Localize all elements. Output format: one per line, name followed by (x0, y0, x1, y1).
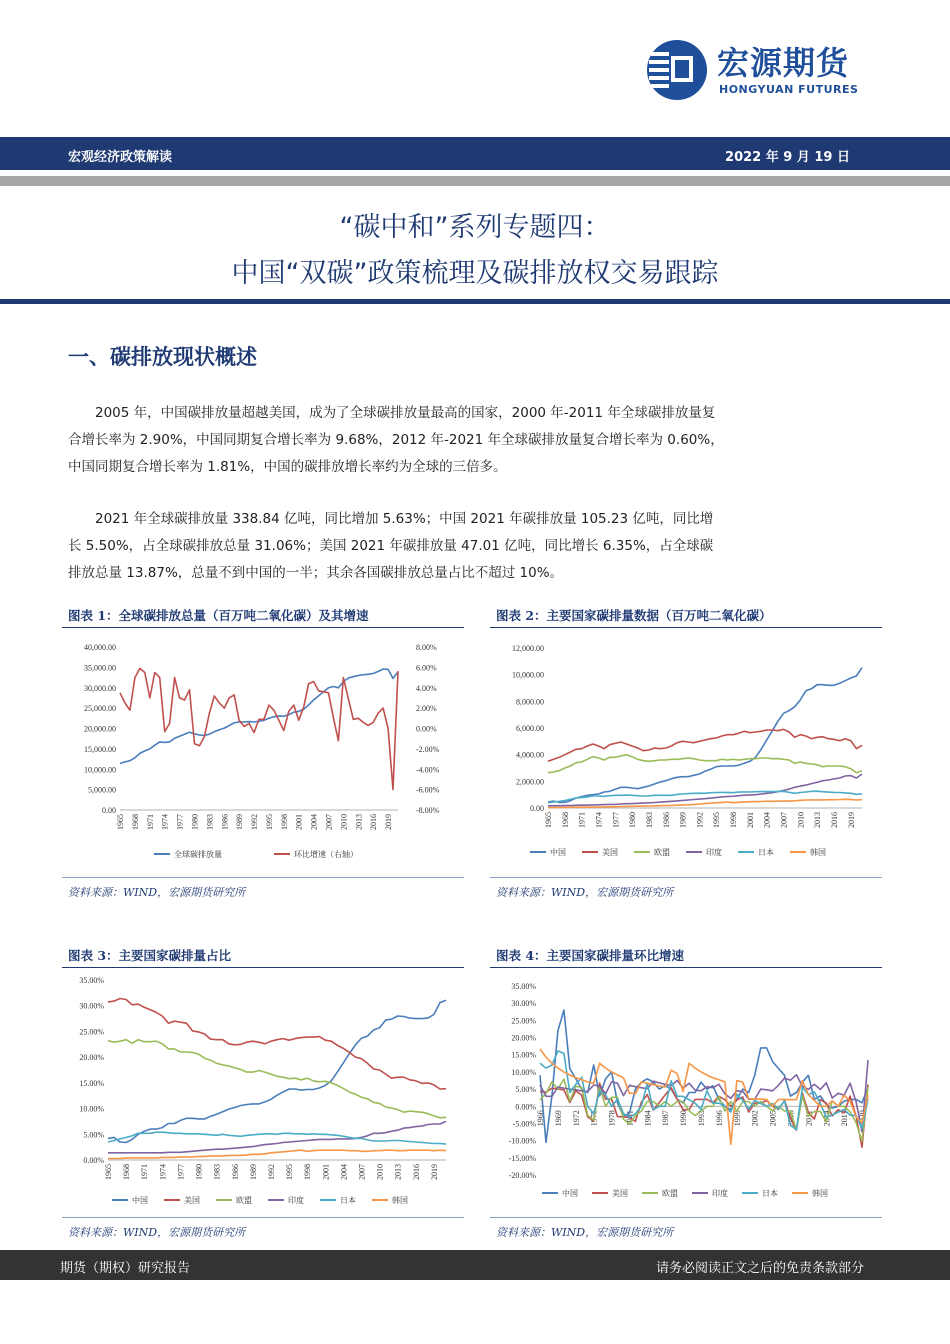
legend-label: 美国 (612, 1189, 628, 1198)
y-tick-label: 0.00 (530, 804, 544, 813)
x-tick-label: 1968 (122, 1164, 132, 1180)
x-tick-label: 1974 (158, 1164, 168, 1180)
x-tick-label: 1986 (230, 1164, 240, 1180)
section-heading: 一、碳排放现状概述 (68, 344, 257, 369)
report-header-bar (0, 137, 950, 170)
legend-label: 中国 (562, 1189, 578, 1198)
series-line-6 (108, 1150, 446, 1158)
y-right-tick-label: 2.00% (416, 704, 437, 714)
y-tick-label: -15.00% (508, 1153, 536, 1163)
y-tick-label: 5.00% (515, 1085, 536, 1095)
x-tick-label: 2016 (411, 1164, 421, 1180)
x-tick-label: 1977 (611, 812, 621, 828)
chart2-source: 资料来源：WIND，宏源期货研究所 (496, 886, 674, 899)
x-tick-label: 1983 (644, 812, 654, 828)
x-tick-label: 1986 (661, 812, 671, 828)
x-tick-label: 1996 (714, 1110, 724, 1127)
x-tick-label: 1983 (205, 814, 215, 830)
chart1-source: 资料来源：WIND，宏源期货研究所 (68, 886, 246, 899)
series-line-6 (548, 799, 862, 807)
x-tick-label: 1978 (607, 1110, 617, 1127)
x-tick-label: 2019 (384, 814, 394, 830)
x-tick-label: 1992 (250, 814, 260, 830)
chart4-source: 资料来源：WIND，宏源期货研究所 (496, 1226, 674, 1239)
x-tick-label: 2007 (324, 814, 334, 830)
legend-label: 日本 (762, 1189, 778, 1198)
y-tick-label: 35,000.00 (84, 663, 116, 673)
y-right-tick-label: -4.00% (416, 765, 440, 775)
chart1-global-emissions (62, 632, 464, 872)
series-line-4 (548, 774, 862, 806)
legend-label: 印度 (706, 848, 722, 857)
chart3-bottom-rule (62, 1217, 464, 1218)
chart3-caption: 图表 3：主要国家碳排量占比 (68, 948, 232, 963)
x-tick-label: 1995 (264, 814, 274, 830)
x-tick-label: 2008 (786, 1110, 796, 1127)
chart4-country-growth (490, 970, 882, 1215)
y-tick-label: 10,000.00 (84, 765, 116, 775)
y-tick-label: 15.00% (79, 1078, 104, 1088)
y-tick-label: 6,000.00 (516, 724, 544, 733)
brand-logo (645, 36, 885, 106)
x-tick-label: 2005 (768, 1110, 778, 1127)
legend-label: 韩国 (392, 1196, 408, 1205)
x-tick-label: 1989 (678, 812, 688, 828)
y-tick-label: 10,000.00 (512, 670, 544, 680)
x-tick-label: 1992 (695, 812, 705, 828)
x-tick-label: 1989 (248, 1164, 258, 1180)
x-tick-label: 1965 (116, 814, 125, 830)
x-tick-label: 1995 (712, 812, 722, 828)
chart3-source: 资料来源：WIND，宏源期货研究所 (68, 1226, 246, 1239)
legend-label: 中国 (132, 1196, 148, 1205)
y-tick-label: 20.00% (79, 1053, 104, 1063)
legend-label: 日本 (758, 848, 774, 857)
x-tick-label: 1989 (235, 814, 245, 830)
y-tick-label: 10.00% (79, 1104, 104, 1114)
x-tick-label: 1998 (279, 814, 289, 830)
y-tick-label: 15.00% (511, 1050, 536, 1060)
y-tick-label: 2,000.00 (516, 777, 544, 787)
paragraph-2: 2021 年全球碳排放量 338.84 亿吨，同比增加 5.63%；中国 2021 年碳排放量 105.23 亿吨，同比增长 5.50%，占全球碳排放总量 31.06%；美国 2021 年碳排放量 47.01 亿吨，同比增长 6.35%，占全球碳排放总量 13.87%，总量不到中国的一半；其余各国碳排放总量占比不超过 10%。 (68, 511, 714, 581)
y-tick-label: 30.00% (79, 1001, 104, 1011)
chart2-top-rule (490, 627, 882, 628)
chart1-bottom-rule (62, 877, 464, 878)
chart2-svg (490, 632, 882, 872)
y-right-tick-label: 4.00% (416, 683, 437, 693)
y-tick-label: 35.00% (511, 982, 536, 991)
title-divider (0, 299, 950, 304)
x-tick-label: 1974 (160, 814, 170, 830)
chart3-country-share (62, 970, 464, 1215)
x-tick-label: 1990 (679, 1110, 689, 1127)
footer-report-type: 期货（期权）研究报告 (60, 1261, 191, 1276)
paragraph-1: 2005 年，中国碳排放量超越美国，成为了全球碳排放量最高的国家，2000 年-2011 年全球碳排放量复合增长率为 2.90%，中国同期复合增长率为 9.68%，2012 年-2021 年全球碳排放量复合增长率为 0.60%，中国同期复合增长率为 1.81%，中国的碳排放增长率约为全球的三倍多。 (68, 405, 724, 475)
chart2-country-emissions (490, 632, 882, 872)
x-tick-label: 1966 (536, 1110, 545, 1127)
legend-label: 欧盟 (662, 1189, 678, 1198)
report-date: 2022 年 9 月 19 日 (725, 150, 850, 165)
report-category: 宏观经济政策解读 (68, 150, 173, 165)
x-tick-label: 2014 (822, 1110, 832, 1127)
y-tick-label: 15,000.00 (84, 744, 116, 754)
x-tick-label: 1974 (594, 812, 604, 828)
footer-disclaimer: 请务必阅读正文之后的免责条款部分 (655, 1261, 864, 1276)
x-tick-label: 1986 (220, 814, 230, 830)
chart1-top-rule (62, 627, 464, 628)
x-tick-label: 1992 (266, 1164, 276, 1180)
y-tick-label: 12,000.00 (512, 644, 544, 653)
x-tick-label: 2013 (393, 1164, 403, 1180)
chart1-caption: 图表 1：全球碳排放总量（百万吨二氧化碳）及其增速 (68, 608, 369, 623)
y-tick-label: -10.00% (508, 1136, 536, 1146)
series-line-5 (548, 791, 862, 803)
x-tick-label: 2001 (321, 1164, 331, 1180)
brand-name-en: HONGYUAN FUTURES (719, 83, 859, 96)
x-tick-label: 1998 (303, 1164, 313, 1180)
y-tick-label: 10.00% (511, 1067, 536, 1077)
y-tick-label: 4,000.00 (516, 750, 544, 760)
x-tick-label: 2020 (858, 1110, 868, 1127)
y-tick-label: 0.00% (83, 1156, 104, 1165)
legend-label: 日本 (340, 1196, 356, 1205)
x-tick-label: 1971 (140, 1164, 150, 1180)
legend-label: 韩国 (810, 848, 826, 857)
brand-name-cn: 宏源期货 (717, 44, 850, 82)
series-line-5 (108, 1132, 446, 1144)
chart3-top-rule (62, 967, 464, 968)
legend-label: 全球碳排放量 (174, 850, 222, 859)
x-tick-label: 1965 (104, 1164, 113, 1180)
y-tick-label: 40,000.00 (84, 643, 116, 652)
x-tick-label: 1999 (732, 1110, 742, 1127)
x-tick-label: 2019 (429, 1164, 439, 1180)
x-tick-label: 1987 (661, 1110, 671, 1127)
report-title-line1: “碳中和”系列专题四： (339, 212, 611, 243)
x-tick-label: 1980 (628, 812, 638, 828)
x-tick-label: 2004 (309, 814, 319, 830)
legend-label: 印度 (712, 1189, 728, 1198)
legend-label: 韩国 (812, 1189, 828, 1198)
x-tick-label: 2010 (339, 814, 349, 830)
x-tick-label: 2010 (796, 812, 806, 828)
x-tick-label: 2010 (375, 1164, 385, 1180)
x-tick-label: 2002 (750, 1110, 760, 1127)
legend-label: 印度 (288, 1196, 304, 1205)
y-tick-label: 5.00% (83, 1130, 104, 1140)
x-tick-label: 2001 (294, 814, 304, 830)
legend-label: 欧盟 (236, 1196, 252, 1205)
series-line-1 (108, 1000, 446, 1142)
x-tick-label: 2017 (840, 1110, 850, 1127)
y-tick-label: 30,000.00 (84, 683, 116, 693)
x-tick-label: 1998 (729, 812, 739, 828)
report-title-line2: 中国“双碳”政策梳理及碳排放权交易跟踪 (231, 258, 719, 289)
y-tick-label: 5,000.00 (88, 785, 116, 795)
x-tick-label: 1977 (176, 1164, 186, 1180)
x-tick-label: 1968 (130, 814, 140, 830)
y-tick-label: 20.00% (511, 1033, 536, 1043)
legend-label: 欧盟 (654, 848, 670, 857)
x-tick-label: 2011 (804, 1110, 814, 1126)
x-tick-label: 1969 (553, 1110, 563, 1127)
x-tick-label: 1981 (625, 1110, 635, 1127)
x-tick-label: 1993 (697, 1110, 707, 1127)
legend-label: 美国 (184, 1196, 200, 1205)
y-right-tick-label: 8.00% (416, 643, 437, 652)
x-tick-label: 1975 (589, 1110, 599, 1127)
series-line-4 (108, 1121, 446, 1152)
x-tick-label: 2001 (745, 812, 755, 828)
x-tick-label: 2007 (779, 812, 789, 828)
chart3-svg (62, 970, 464, 1215)
x-tick-label: 1995 (285, 1164, 295, 1180)
hongyuan-logo-icon (645, 38, 709, 102)
y-tick-label: -5.00% (512, 1119, 536, 1129)
x-tick-label: 2013 (813, 812, 823, 828)
x-tick-label: 1971 (577, 812, 587, 828)
x-tick-label: 1984 (643, 1110, 653, 1127)
chart2-caption: 图表 2：主要国家碳排量数据（百万吨二氧化碳） (496, 608, 772, 623)
y-tick-label: 25,000.00 (84, 704, 116, 714)
chart4-bottom-rule (490, 1217, 882, 1218)
x-tick-label: 2016 (829, 812, 839, 828)
x-tick-label: 2019 (846, 812, 856, 828)
chart4-svg (490, 970, 882, 1215)
x-tick-label: 2016 (369, 814, 379, 830)
x-tick-label: 2007 (357, 1164, 367, 1180)
y-right-tick-label: -2.00% (416, 744, 440, 754)
y-right-tick-label: 6.00% (416, 663, 437, 673)
x-tick-label: 1983 (212, 1164, 222, 1180)
header-divider (0, 176, 950, 186)
chart4-top-rule (490, 967, 882, 968)
x-tick-label: 1977 (175, 814, 185, 830)
legend-label: 中国 (550, 848, 566, 857)
y-tick-label: 25.00% (511, 1016, 536, 1026)
x-tick-label: 1971 (145, 814, 155, 830)
series-line-2 (120, 668, 398, 789)
chart2-bottom-rule (490, 877, 882, 878)
x-tick-label: 1972 (571, 1110, 581, 1127)
series-line-3 (108, 1040, 446, 1118)
y-tick-label: 30.00% (511, 999, 536, 1009)
page-footer (0, 1250, 950, 1280)
legend-label: 环比增速（右轴） (294, 850, 358, 859)
y-tick-label: 0.00 (102, 806, 116, 815)
chart4-caption: 图表 4：主要国家碳排量环比增速 (496, 948, 685, 963)
chart1-svg (62, 632, 464, 872)
y-tick-label: -20.00% (508, 1171, 536, 1180)
x-tick-label: 1980 (190, 814, 200, 830)
legend-label: 美国 (602, 848, 618, 857)
x-tick-label: 1980 (194, 1164, 204, 1180)
y-right-tick-label: -8.00% (416, 806, 440, 815)
y-right-tick-label: 0.00% (416, 724, 437, 734)
x-tick-label: 2004 (339, 1164, 349, 1180)
y-tick-label: 35.00% (79, 976, 104, 985)
y-right-tick-label: -6.00% (416, 785, 440, 795)
y-tick-label: 20,000.00 (84, 724, 116, 734)
series-line-1 (120, 669, 398, 764)
series-line-3 (548, 755, 862, 773)
x-tick-label: 2004 (762, 812, 772, 828)
x-tick-label: 2013 (354, 814, 364, 830)
y-tick-label: 0.00% (515, 1102, 536, 1112)
y-tick-label: 8,000.00 (516, 697, 544, 707)
x-tick-label: 1968 (560, 812, 570, 828)
x-tick-label: 1965 (544, 812, 553, 828)
y-tick-label: 25.00% (79, 1027, 104, 1037)
